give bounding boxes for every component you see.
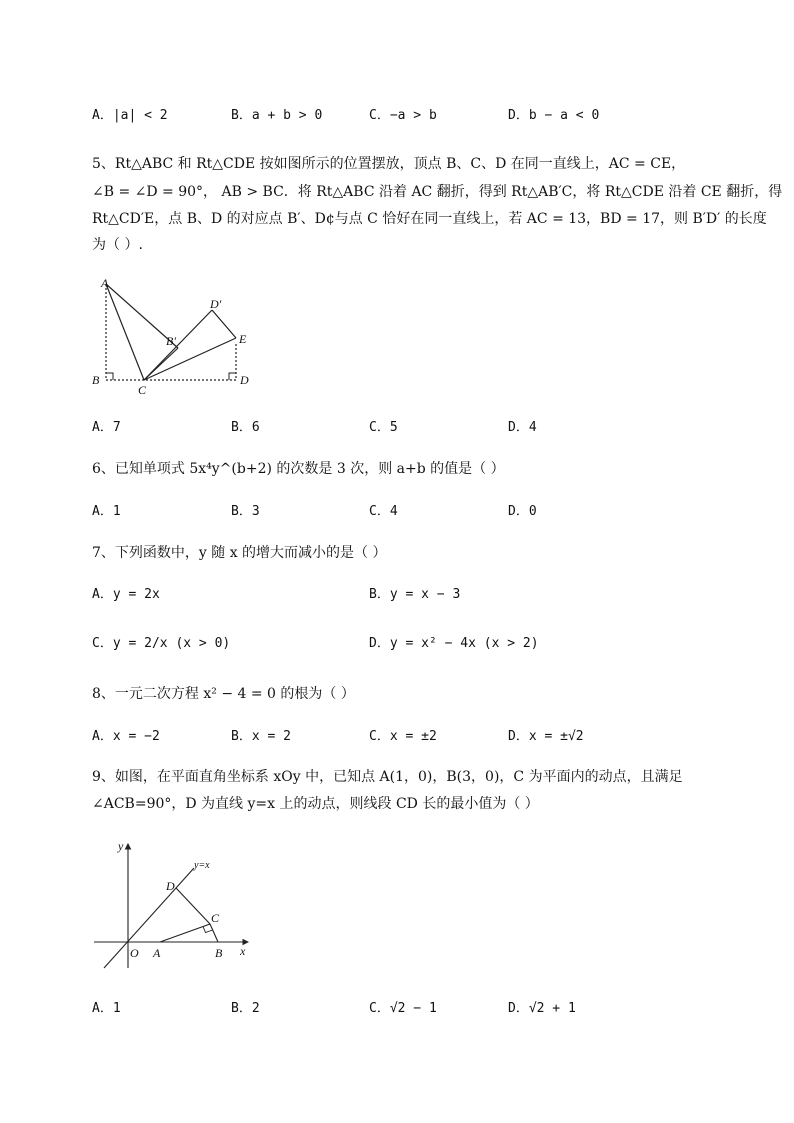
- q5-stem-line4: 为（ ）.: [92, 237, 143, 253]
- q4-option-c: C．−a > b: [369, 108, 437, 123]
- q8-option-c: C．x = ±2: [369, 729, 437, 744]
- q6-stem: 6、已知单项式 5x⁴y^(b+2) 的次数是 3 次，则 a+b 的值是（ ）: [92, 461, 505, 477]
- q5-figure: [86, 272, 266, 398]
- q9-label-line: y=x: [194, 860, 210, 871]
- q9-label-d: D: [166, 879, 175, 893]
- q5-segment-cdp: [144, 310, 212, 380]
- q5-segment-dpe: [212, 310, 236, 338]
- q5-option-b: B．6: [231, 420, 260, 435]
- q7-option-a: A．y = 2x: [92, 587, 160, 602]
- q8-option-b: B．x = 2: [231, 729, 291, 744]
- q5-option-a: A．7: [92, 420, 121, 435]
- q5-label-e: E: [239, 332, 247, 346]
- q5-label-d: D: [240, 373, 249, 387]
- q7-option-b: B．y = x − 3: [369, 587, 461, 602]
- q7-option-c: C．y = 2/x (x > 0): [92, 636, 231, 651]
- q9-line-y-equals-x: [104, 868, 194, 968]
- q9-label-o: O: [130, 946, 139, 960]
- q4-option-b: B．a + b > 0: [231, 108, 323, 123]
- q8-stem: 8、一元二次方程 x² − 4 = 0 的根为（ ）: [92, 686, 355, 702]
- q9-option-b: B．2: [231, 1001, 260, 1016]
- q5-label-b-prime: B′: [166, 334, 176, 348]
- q5-label-b: B: [92, 373, 100, 387]
- q5-right-angle-d: [229, 373, 236, 380]
- q5-segment-ce: [144, 338, 236, 380]
- q9-label-c: C: [211, 911, 220, 925]
- q5-option-c: C．5: [369, 420, 398, 435]
- q5-segment-ac: [106, 284, 144, 380]
- q9-segment-cb: [210, 924, 218, 942]
- q9-label-b: B: [215, 946, 223, 960]
- q9-stem-line2: ∠ACB=90°，D 为直线 y=x 上的动点，则线段 CD 长的最小值为（ ）: [92, 796, 539, 812]
- q6-option-d: D．0: [508, 504, 537, 519]
- q9-label-a: A: [153, 946, 161, 960]
- q5-right-angle-b: [106, 373, 113, 380]
- q9-segment-dc: [176, 888, 210, 924]
- q9-figure: [90, 838, 260, 973]
- q9-option-c: C．√2 − 1: [369, 1001, 437, 1016]
- q5-stem-line1: 5、Rt△ABC 和 Rt△CDE 按如图所示的位置摆放，顶点 B、C、D 在同一直线上，AC = CE，: [92, 156, 686, 172]
- q7-option-d: D．y = x² − 4x (x > 2): [369, 636, 539, 651]
- q5-stem-line3: Rt△CD′E，点 B、D 的对应点 B′、D¢与点 C 恰好在同一直线上，若 AC = 13，BD = 17，则 B′D′ 的长度: [92, 211, 767, 227]
- q9-stem-line1: 9、如图，在平面直角坐标系 xOy 中，已知点 A(1，0)，B(3，0)，C 为平面内的动点，且满足: [92, 769, 683, 785]
- q5-stem-line2: ∠B = ∠D = 90°， AB > BC．将 Rt△ABC 沿着 AC 翻折，得到 Rt△AB′C，将 Rt△CDE 沿着 CE 翻折，得: [92, 184, 783, 200]
- q5-label-a: A: [101, 276, 109, 290]
- q8-option-a: A．x = −2: [92, 729, 160, 744]
- q9-option-a: A．1: [92, 1001, 121, 1016]
- q9-label-x: x: [240, 944, 246, 958]
- q9-option-d: D．√2 + 1: [508, 1001, 576, 1016]
- q9-label-y: y: [118, 839, 124, 853]
- q5-label-d-prime: D′: [210, 297, 222, 311]
- q6-option-c: C．4: [369, 504, 398, 519]
- q4-option-d: D．b − a < 0: [508, 108, 600, 123]
- q4-option-a: A．|a| < 2: [92, 108, 168, 123]
- q5-label-c: C: [138, 383, 147, 397]
- q6-option-b: B．3: [231, 504, 260, 519]
- q7-stem: 7、下列函数中，y 随 x 的增大而减小的是（ ）: [92, 545, 387, 561]
- q6-option-a: A．1: [92, 504, 121, 519]
- q5-option-d: D．4: [508, 420, 537, 435]
- q9-segment-ac: [160, 924, 210, 942]
- q8-option-d: D．x = ±√2: [508, 729, 584, 744]
